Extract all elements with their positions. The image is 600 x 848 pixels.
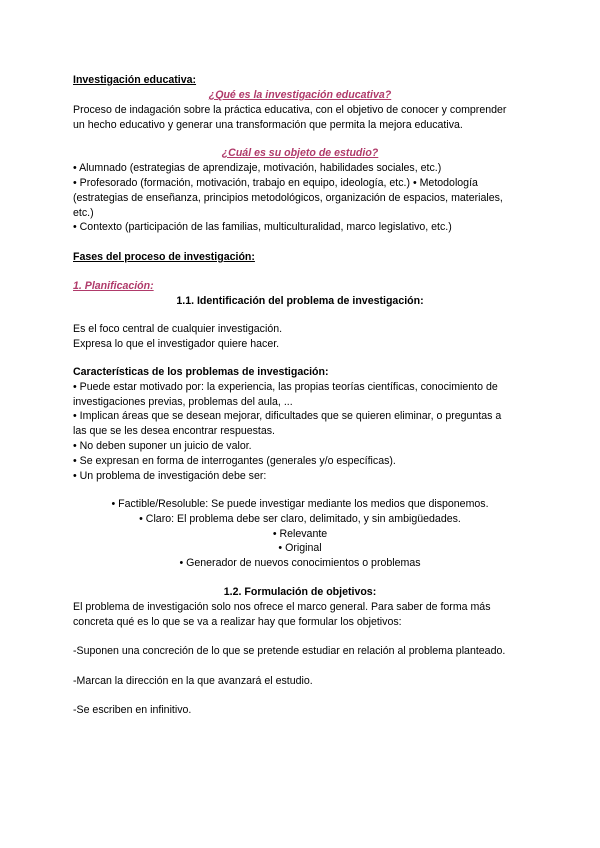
subsection-heading: 1.2. Formulación de objetivos: [223, 586, 377, 598]
section-heading: Fases del proceso de investigación: [73, 251, 255, 263]
criteria-item: • Claro: El problema debe ser claro, delimitado, y sin ambigüedades. [139, 513, 461, 525]
objective-item: -Se escriben en infinitivo. [73, 704, 192, 716]
list-item: las que se les desea encontrar respuestas. [73, 425, 275, 437]
criteria-item: • Original [278, 542, 322, 554]
list-item: (estrategias de enseñanza, principios metodológicos, organización de espacios, materiales, [73, 192, 503, 204]
list-item: • Profesorado (formación, motivación, trabajo en equipo, ideología, etc.) • Metodología [73, 177, 478, 189]
subsection-heading: 1.1. Identificación del problema de investigación: [176, 295, 424, 307]
list-item: • Puede estar motivado por: la experiencia, las propias teorías científicas, conocimiento de [73, 381, 498, 393]
paragraph-line: concreta qué es lo que se va a realizar hay que formular los objetivos: [73, 616, 402, 628]
list-item: • Alumnado (estrategias de aprendizaje, motivación, habilidades sociales, etc.) [73, 162, 442, 174]
list-item: • Un problema de investigación debe ser: [73, 470, 267, 482]
question-heading: ¿Qué es la investigación educativa? [208, 89, 392, 101]
criteria-item: • Relevante [272, 528, 328, 540]
criteria-item: • Generador de nuevos conocimientos o problemas [179, 557, 421, 569]
paragraph-line: El problema de investigación solo nos ofrece el marco general. Para saber de forma más [73, 601, 491, 613]
subsection-heading: 1. Planificación: [73, 280, 154, 292]
list-item: • No deben suponer un juicio de valor. [73, 440, 252, 452]
list-item: • Se expresan en forma de interrogantes (generales y/o específicas). [73, 455, 396, 467]
characteristics-heading: Características de los problemas de investigación: [73, 366, 329, 378]
list-item: • Contexto (participación de las familias, multiculturalidad, marco legislativo, etc.) [73, 221, 452, 233]
criteria-item: • Factible/Resoluble: Se puede investigar mediante los medios que disponemos. [111, 498, 489, 510]
list-item: investigaciones previas, problemas del aula, ... [73, 396, 293, 408]
paragraph-line: Es el foco central de cualquier investigación. [73, 323, 283, 335]
objective-item: -Marcan la dirección en la que avanzará el estudio. [73, 675, 313, 687]
list-item: • Implican áreas que se desean mejorar, dificultades que se quieren eliminar, o preguntas a [73, 410, 502, 422]
doc-title: Investigación educativa: [73, 74, 197, 86]
list-item: etc.) [73, 207, 94, 219]
paragraph-line: un hecho educativo y generar una transformación que permita la mejora educativa. [73, 119, 463, 131]
question-heading: ¿Cuál es su objeto de estudio? [221, 147, 379, 159]
objective-item: -Suponen una concreción de lo que se pretende estudiar en relación al problema planteado. [73, 645, 506, 657]
paragraph-line: Proceso de indagación sobre la práctica educativa, con el objetivo de conocer y comprender [73, 104, 507, 116]
paragraph-line: Expresa lo que el investigador quiere hacer. [73, 338, 280, 350]
